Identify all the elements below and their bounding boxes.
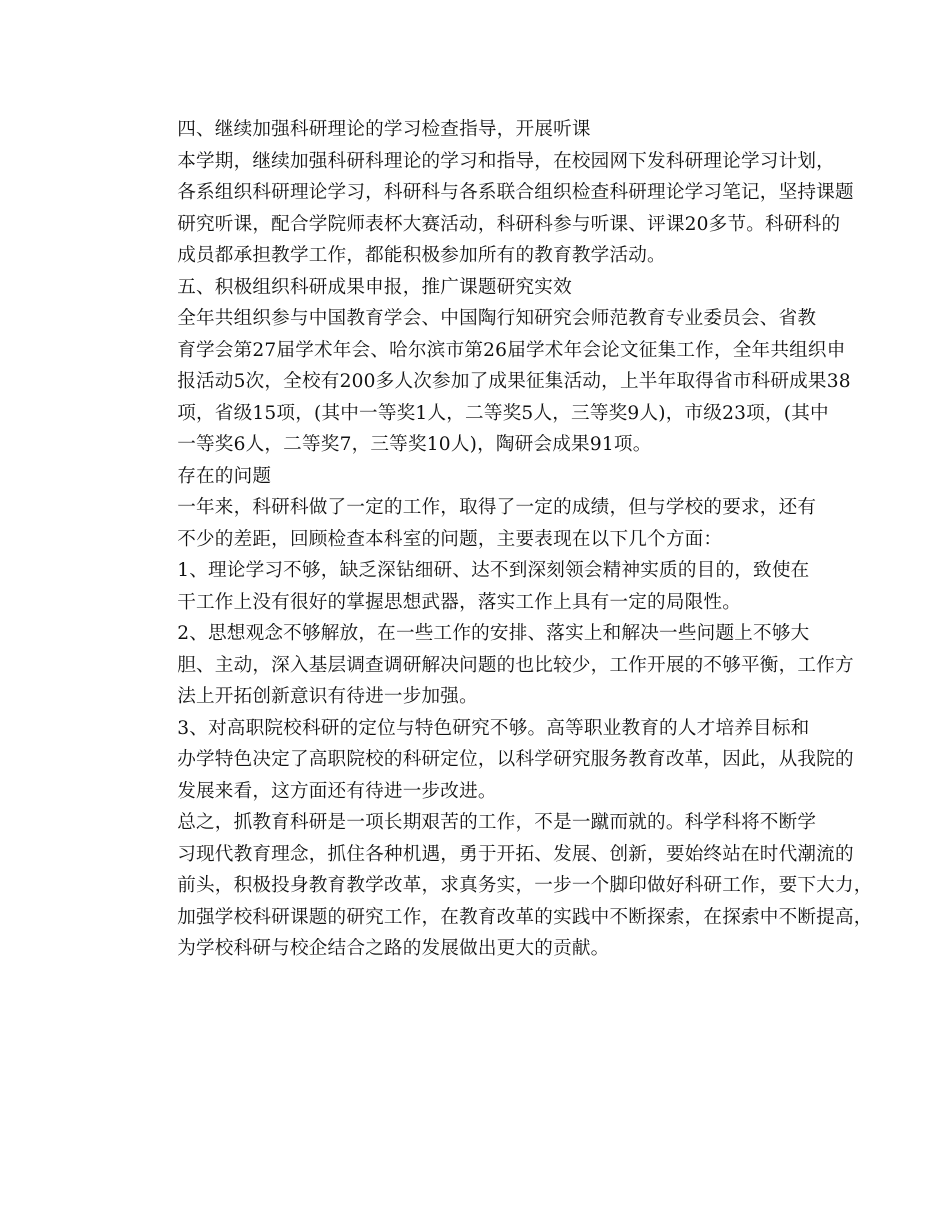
text-line: 发展来看，这方面还有待进一步改进。 [177, 780, 497, 802]
text-line: 研究听课，配合学院师表杯大赛活动，科研科参与听课、评课20多节。科研科的 [177, 213, 841, 235]
text-line: 为学校科研与校企结合之路的发展做出更大的贡献。 [177, 938, 610, 959]
text-line: 成员都承担教学工作，都能积极参加所有的教育教学活动。 [177, 245, 666, 266]
text-line: 加强学校科研课题的研究工作，在教育改革的实践中不断探索，在探索中不断提高， [177, 906, 873, 928]
text-line: 前头，积极投身教育教学改革，求真务实，一步一个脚印做好科研工作，要下大力， [177, 875, 873, 896]
text-line: 3、对高职院校科研的定位与特色研究不够。高等职业教育的人才培养目标和 [177, 717, 810, 739]
text-line: 总之，抓教育科研是一项长期艰苦的工作，不是一蹴而就的。科学科将不断学 [177, 812, 817, 833]
document-body [140, 114, 873, 965]
text-line: 习现代教育理念，抓住各种机遇，勇于开拓、发展、创新，要始终站在时代潮流的 [177, 843, 854, 865]
text-line: 四、继续加强科研理论的学习检查指导，开展听课 [177, 119, 591, 140]
section-heading-4 [140, 114, 820, 146]
text-line: 干工作上没有很好的掌握思想武器，落实工作上具有一定的局限性。 [177, 591, 742, 613]
text-line: 育学会第27届学术年会、哈尔滨市第26届学术年会论文征集工作，全年共组织申 [177, 339, 846, 361]
section-5-paragraph [140, 303, 851, 461]
text-line: 不少的差距，回顾检查本科室的问题，主要表现在以下几个方面： [177, 528, 723, 550]
text-line: 一等奖6人，二等奖7，三等奖10人)，陶研会成果91项。 [177, 434, 652, 455]
problem-item-2 [140, 618, 854, 713]
text-line: 1、理论学习不够，缺乏深钻细研、达不到深刻领会精神实质的目的，致使在 [177, 560, 810, 581]
text-line: 存在的问题 [177, 465, 272, 487]
text-line: 一年来，科研科做了一定的工作，取得了一定的成绩，但与学校的要求，还有 [177, 497, 817, 518]
text-line: 2、思想观念不够解放，在一些工作的安排、落实上和解决一些问题上不够大 [177, 623, 810, 644]
text-line: 本学期，继续加强科研科理论的学习和指导，在校园网下发科研理论学习计划， [177, 150, 835, 172]
text-line: 办学特色决定了高职院校的科研定位，以科学研究服务教育改革，因此，从我院的 [177, 749, 854, 770]
text-line: 胆、主动，深入基层调查调研解决问题的也比较少，工作开展的不够平衡，工作方 [177, 654, 854, 676]
problems-intro-paragraph [140, 492, 820, 555]
text-line: 各系组织科研理论学习，科研科与各系联合组织检查科研理论学习笔记，坚持课题 [177, 182, 854, 203]
conclusion-paragraph [140, 807, 873, 965]
text-line: 五、积极组织科研成果申报，推广课题研究实效 [177, 276, 572, 298]
problem-item-3 [140, 713, 854, 808]
text-line: 法上开拓创新意识有待进一步加强。 [177, 686, 478, 707]
text-line: 报活动5次，全校有200多人次参加了成果征集活动，上半年取得省市科研成果38 [177, 371, 851, 392]
text-line: 项，省级15项，(其中一等奖1人，二等奖5人，三等奖9人)，市级23项，(其中 [177, 402, 829, 424]
problems-heading [140, 461, 820, 493]
problem-item-1 [140, 555, 820, 618]
section-4-paragraph [140, 146, 854, 272]
text-line: 全年共组织参与中国教育学会、中国陶行知研究会师范教育专业委员会、省教 [177, 308, 817, 329]
section-heading-5 [140, 272, 820, 304]
